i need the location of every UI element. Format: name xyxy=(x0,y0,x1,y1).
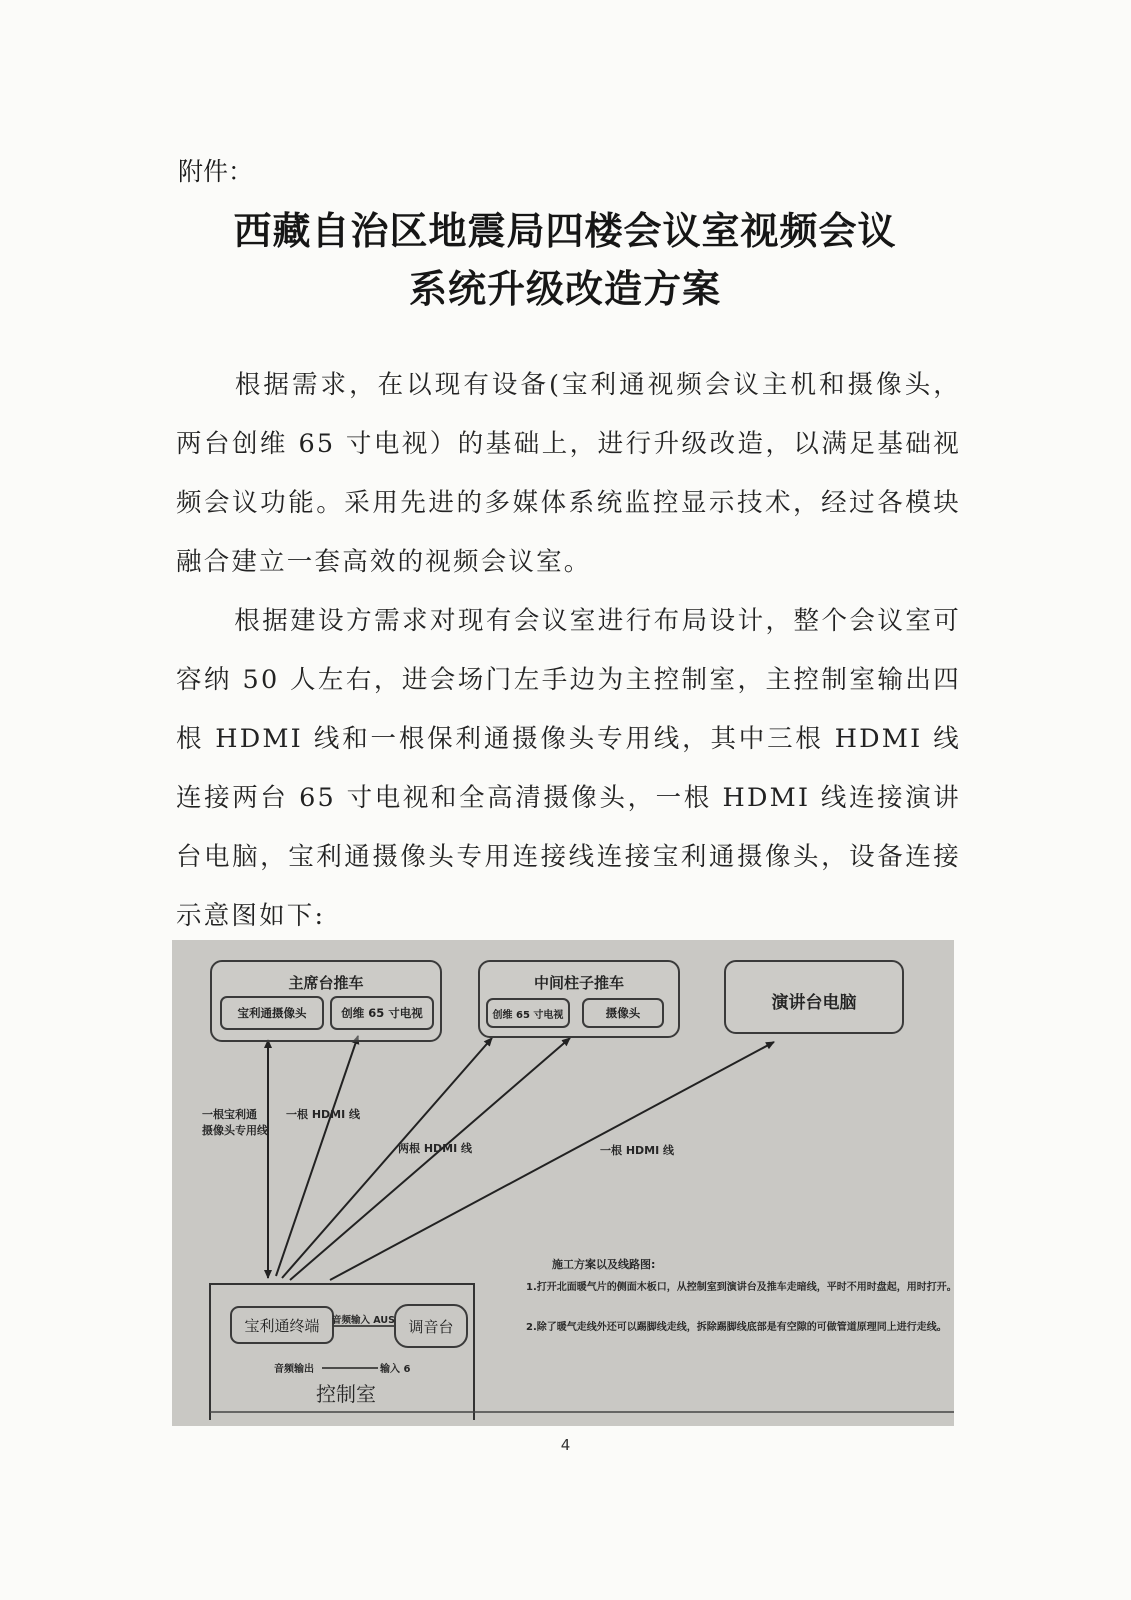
paragraph-1-text: 根据需求，在以现有设备(宝利通视频会议主机和摄像头，两台创维 65 寸电视）的基础上，进行升级改造，以满足基础视频会议功能。采用先进的多媒体系统监控显示技术，经过各模块融合建立一套高效的视频会议室。 xyxy=(176,370,961,577)
audio-in-label: 音频输入 AUS xyxy=(332,1315,395,1326)
poly-line-label-2: 摄像头专用线 xyxy=(202,1124,268,1137)
attachment-label: 附件： xyxy=(178,157,254,186)
poly-terminal-box: 宝利通终端 xyxy=(230,1306,334,1344)
hdmi-label-3: 一根 HDMI 线 xyxy=(600,1144,675,1157)
middle-cart-tv: 创维 65 寸电视 xyxy=(486,998,570,1028)
connection-diagram xyxy=(172,940,957,1426)
middle-cart-camera: 摄像头 xyxy=(582,998,664,1028)
hdmi-label-2: 两根 HDMI 线 xyxy=(398,1142,473,1155)
podium-computer-label: 演讲台电脑 xyxy=(771,993,857,1013)
document-title-line-2: 系统升级改造方案 xyxy=(408,267,721,311)
input-6-label: 输入 6 xyxy=(380,1364,411,1375)
hdmi-line-middle-2 xyxy=(290,1038,570,1280)
middle-cart-box xyxy=(478,960,680,1038)
audio-out-label: 音频输出 xyxy=(274,1364,314,1375)
construction-note-1: 1.打开北面暖气片的侧面木板口，从控制室到演讲台及推车走暗线，平时不用时盘起，用时打开。 xyxy=(526,1282,957,1293)
document-title-line-1: 西藏自治区地震局四楼会议室视频会议 xyxy=(233,209,897,253)
hdmi-line-middle-1 xyxy=(282,1038,492,1278)
main-cart-camera: 宝利通摄像头 xyxy=(220,996,324,1030)
control-room-label: 控制室 xyxy=(316,1382,376,1406)
paragraph-2 xyxy=(176,592,961,946)
hdmi-line-main-tv xyxy=(276,1036,361,1276)
hdmi-label-1: 一根 HDMI 线 xyxy=(286,1108,361,1121)
paragraph-2-text: 根据建设方需求对现有会议室进行布局设计，整个会议室可容纳 50 人左右，进会场门左手边为主控制室，主控制室输出四根 HDMI 线和一根保利通摄像头专用线，其中三根 HDMI 线连接两台 65 寸电视和全高清摄像头，一根 HDMI 线连接演讲台电脑，宝利通摄像头专用连接线连接宝利通摄像头，设备连接示意图如下: xyxy=(176,606,961,931)
hdmi-line-podium xyxy=(330,1042,774,1280)
podium-computer-box xyxy=(724,960,904,1034)
paragraph-1 xyxy=(176,356,961,592)
main-cart-tv: 创维 65 寸电视 xyxy=(330,996,434,1030)
construction-notes-heading: 施工方案以及线路图: xyxy=(552,1258,656,1271)
mixer-box: 调音台 xyxy=(394,1304,468,1348)
page-number: 4 xyxy=(560,1436,571,1454)
middle-cart-title: 中间柱子推车 xyxy=(533,974,624,992)
poly-line-label-1: 一根宝利通 xyxy=(202,1108,257,1121)
construction-note-2: 2.除了暖气走线外还可以踢脚线走线，拆除踢脚线底部是有空隙的可做管道原理同上进行走线。 xyxy=(526,1322,947,1333)
main-cart-box xyxy=(210,960,442,1042)
main-cart-title: 主席台推车 xyxy=(288,974,364,992)
